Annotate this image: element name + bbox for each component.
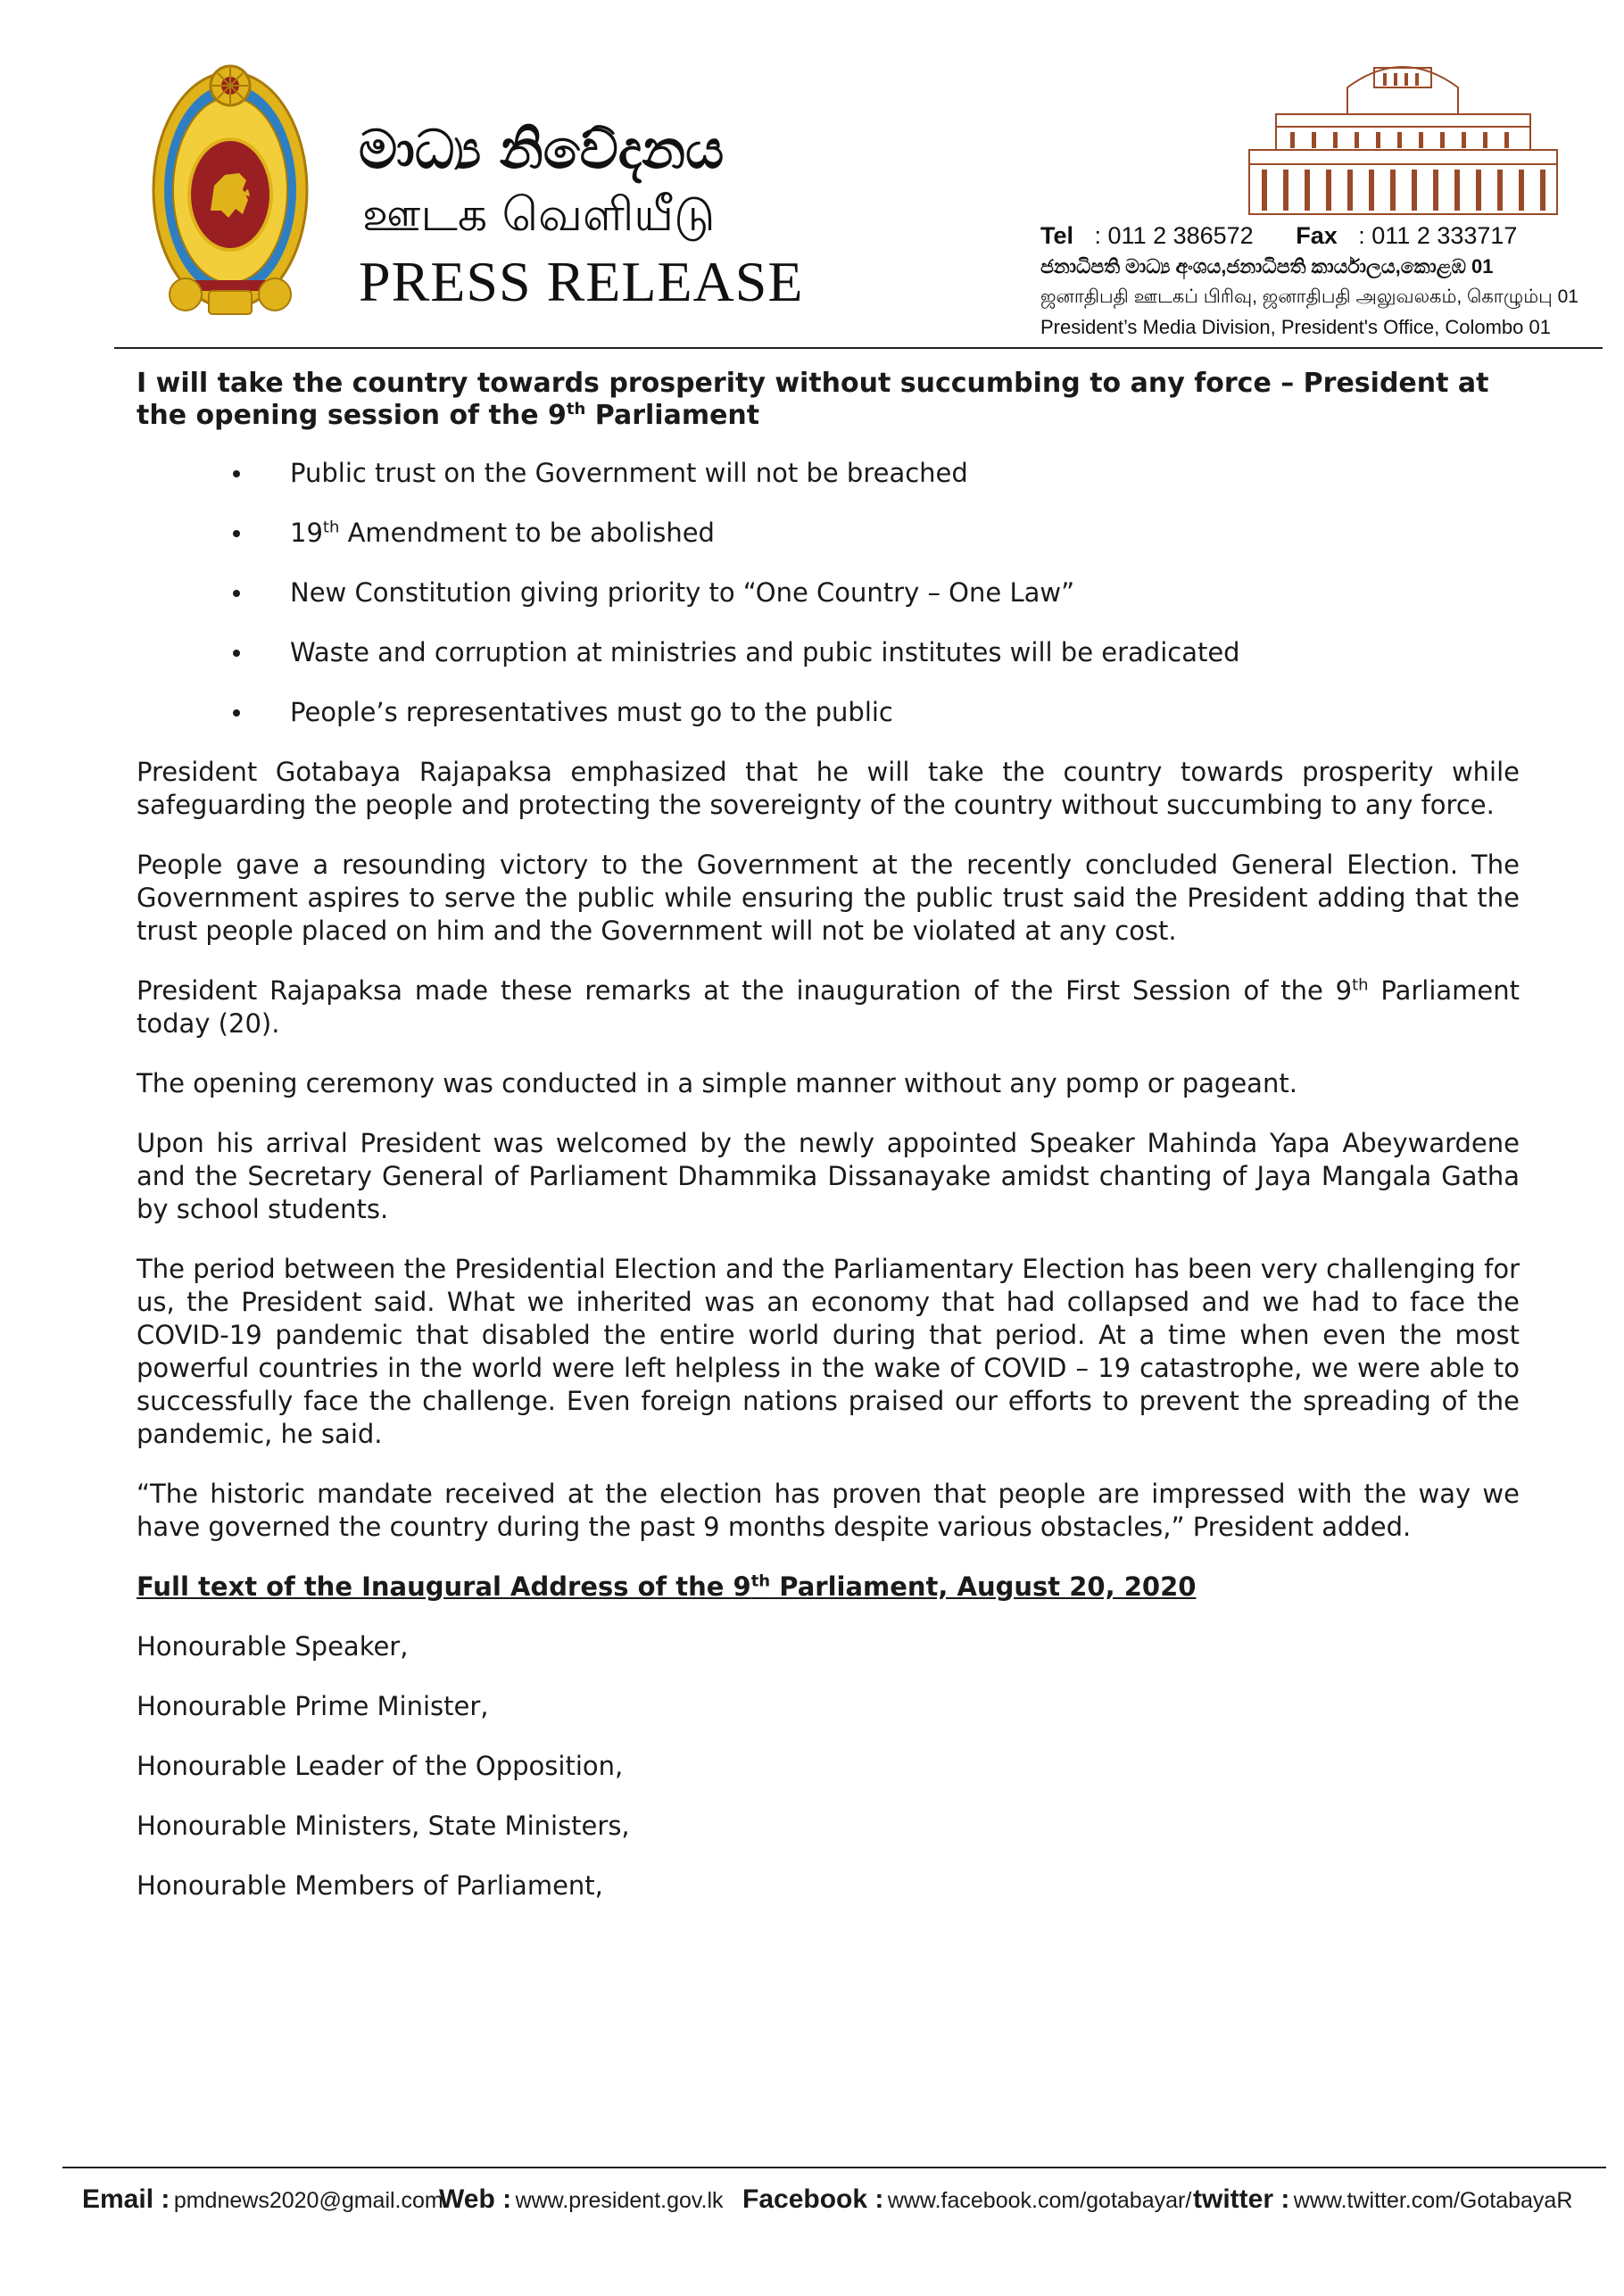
header-divider (114, 347, 1603, 349)
paragraph-text: President Rajapaksa made these remarks at the inauguration of the First Session of the 9 (137, 975, 1353, 1006)
press-release-title-block (359, 116, 823, 318)
footer-web (439, 2184, 724, 2215)
email-label: Email : (82, 2184, 170, 2214)
full-text-heading (137, 1571, 1520, 1604)
email-link[interactable]: pmdnews2020@gmail.com (173, 2188, 443, 2213)
twitter-label: twitter : (1193, 2184, 1290, 2214)
bullet-icon (233, 470, 240, 477)
list-item (137, 636, 1520, 669)
address-tamil: ஜனாதிபதி ஊடகப் பிரிவு, ஜனாதிபதி அலுவலகம், கொழும்பு 01 (1040, 286, 1578, 307)
headline-sup: th (566, 400, 586, 419)
footer (82, 2184, 1599, 2224)
salutation: Honourable Speaker, (137, 1631, 409, 1662)
fax-label: Fax (1296, 222, 1338, 249)
salutation: Honourable Prime Minister, (137, 1691, 489, 1721)
footer-email (82, 2184, 443, 2215)
tel-label: Tel (1040, 222, 1074, 249)
list-item (137, 457, 1520, 490)
paragraph: People gave a resounding victory to the Government at the recently concluded General Election. The Government aspires to serve the public while ensuring the public trust said the President adding that the trust people placed on him and the Government will not be violated at any cost. (137, 850, 1520, 946)
footer-twitter (1193, 2184, 1572, 2215)
bullet-icon (233, 530, 240, 537)
footer-divider (62, 2167, 1606, 2168)
salutation: Honourable Leader of the Opposition, (137, 1751, 624, 1781)
paragraph: The opening ceremony was conducted in a simple manner without any pomp or pageant. (137, 1068, 1297, 1098)
presidential-secretariat-illustration (1240, 52, 1566, 221)
facebook-label: Facebook : (742, 2184, 884, 2214)
title-english: PRESS RELEASE (359, 250, 804, 313)
heading-text: Parliament, August 20, 2020 (770, 1571, 1197, 1602)
paragraph (137, 974, 1520, 1040)
list-item-text: New Constitution giving priority to “One Country – One Law” (290, 577, 1075, 608)
bullet-icon (233, 590, 240, 597)
title-sinhala: මාධ්‍ය නිවේදනය (359, 119, 725, 181)
list-item-text: People’s representatives must go to the public (290, 697, 893, 727)
list-item (137, 576, 1520, 609)
list-item-text: Waste and corruption at ministries and pubic institutes will be eradicated (290, 637, 1240, 667)
heading-sup: th (750, 1571, 771, 1591)
web-label: Web : (439, 2184, 512, 2214)
press-release-body (137, 368, 1520, 1929)
salutation: Honourable Members of Parliament, (137, 1870, 603, 1901)
paragraph: The period between the Presidential Election and the Parliamentary Election has been very challenging for us, the President said. What we inherited was an economy that had collapsed and we had to face the COVID-19 pandemic that disabled the entire world during that period. At a time when even the most powerful countries in the world were left helpless in the wake of COVID – 19 catastrophe, we were able to successfully face the challenge. Even foreign nations praised our efforts to prevent the spreading of the pandemic, he said. (137, 1254, 1520, 1449)
contact-block (1040, 220, 1576, 343)
paragraph-text: Parliament today (20). (137, 975, 1520, 1039)
headline-tail: Parliament (585, 400, 760, 431)
list-item-sup: th (322, 518, 340, 537)
list-item-text: 19 (290, 518, 323, 548)
facebook-link[interactable]: www.facebook.com/gotabayar/ (887, 2188, 1192, 2213)
title-tamil: ஊடக வெளியீடு (362, 188, 716, 242)
twitter-link[interactable]: www.twitter.com/GotabayaR (1293, 2188, 1573, 2213)
headline (137, 368, 1520, 432)
bullet-icon (233, 709, 240, 717)
salutation: Honourable Ministers, State Ministers, (137, 1811, 630, 1841)
headline-text: I will take the country towards prosperity without succumbing to any force – President at the opening session of the 9 (137, 368, 1489, 431)
list-item-text: Amendment to be abolished (339, 518, 715, 548)
list-item (137, 696, 1520, 729)
list-item-text: Public trust on the Government will not be breached (290, 458, 968, 488)
fax-value: : 011 2 333717 (1358, 222, 1518, 249)
paragraph: President Gotabaya Rajapaksa emphasized that he will take the country towards prosperity while safeguarding the people and protecting the sovereignty of the country without succumbing to any force. (137, 757, 1520, 820)
address-sinhala: ජනාධිපති මාධ්‍ය අංශය,ජනාධිපති කාර්යාලය,කොළඹ 01 (1040, 255, 1494, 278)
address-english: President’s Media Division, President's Office, Colombo 01 (1040, 316, 1551, 338)
paragraph: “The historic mandate received at the election has proven that people are impressed with the way we have governed the country during the past 9 months despite various obstacles,” President added. (137, 1479, 1520, 1542)
list-item (137, 517, 1520, 550)
tel-fax-line (1040, 220, 1576, 252)
heading-text: Full text of the Inaugural Address of the 9 (137, 1571, 751, 1602)
key-points-list (137, 457, 1520, 729)
tel-value: : 011 2 386572 (1094, 222, 1254, 249)
paragraph: Upon his arrival President was welcomed by the newly appointed Speaker Mahinda Yapa Abeywardene and the Secretary General of Parliament Dhammika Dissanayake amidst chanting of Jaya Mangala Gatha by school students. (137, 1128, 1520, 1224)
footer-facebook (742, 2184, 1191, 2215)
bullet-icon (233, 650, 240, 657)
sri-lanka-emblem (150, 61, 311, 319)
web-link[interactable]: www.president.gov.lk (515, 2188, 724, 2213)
paragraph-sup: th (1352, 975, 1369, 995)
